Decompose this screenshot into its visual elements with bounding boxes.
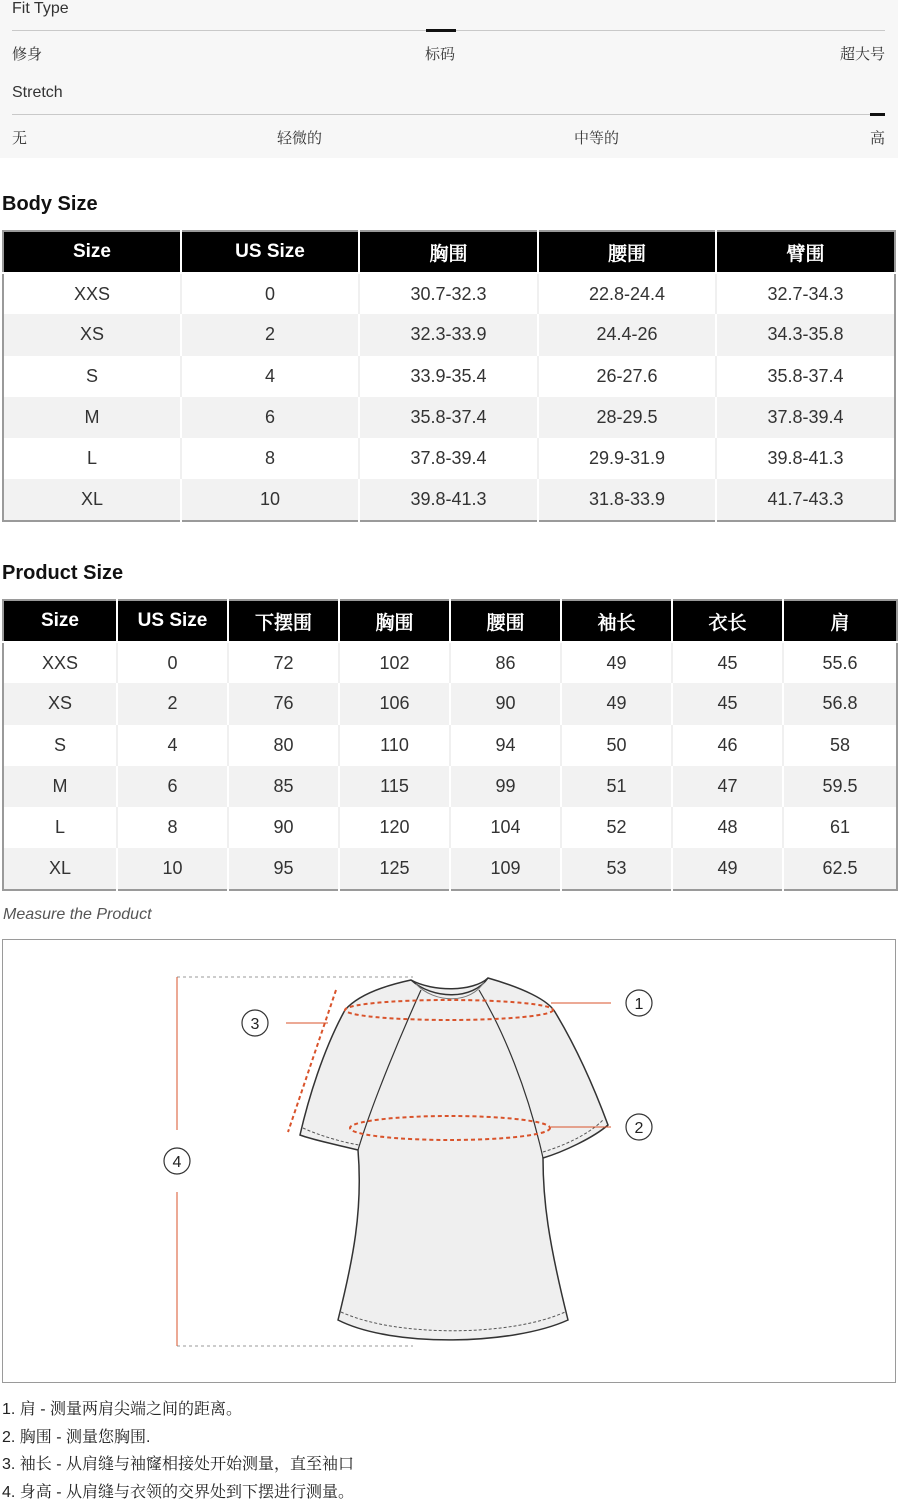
table-cell: 46: [672, 725, 783, 766]
measurement-diagram: [2, 939, 896, 1383]
table-row: [3, 479, 895, 520]
stretch-label: 中等的: [574, 130, 620, 147]
table-cell: 102: [339, 642, 450, 683]
stretch-label: 无: [12, 130, 28, 147]
table-cell: 90: [228, 807, 339, 848]
table-row: [3, 766, 897, 807]
note-item: 1. 肩 - 测量两肩尖端之间的距离。: [2, 1401, 243, 1418]
fit-type-title: Fit Type: [12, 0, 69, 17]
note-item: 3. 袖长 - 从肩缝与袖窿相接处开始测量，直至袖口: [2, 1456, 355, 1473]
column-header: Size: [3, 231, 181, 273]
table-cell: 0: [117, 642, 228, 683]
table-cell: 62.5: [783, 848, 897, 889]
column-header: 肩: [783, 600, 897, 642]
marker-3-label: 3: [250, 1016, 260, 1033]
table-cell: L: [3, 438, 181, 479]
measure-caption: Measure the Product: [3, 906, 152, 923]
table-cell: 39.8-41.3: [359, 479, 538, 520]
table-header-row: [3, 600, 897, 642]
body-size-table: [2, 230, 896, 522]
table-cell: 86: [450, 642, 561, 683]
table-cell: 125: [339, 848, 450, 889]
table-cell: 52: [561, 807, 672, 848]
table-cell: 55.6: [783, 642, 897, 683]
table-row: [3, 725, 897, 766]
table-cell: 95: [228, 848, 339, 889]
table-row: [3, 356, 895, 397]
table-cell: M: [3, 397, 181, 438]
table-cell: S: [3, 725, 117, 766]
table-cell: 2: [117, 683, 228, 724]
product-size-title: Product Size: [2, 562, 124, 584]
table-cell: M: [3, 766, 117, 807]
table-cell: 90: [450, 683, 561, 724]
table-cell: 53: [561, 848, 672, 889]
shirt-diagram: [3, 940, 897, 1384]
table-row: [3, 683, 897, 724]
table-cell: 37.8-39.4: [716, 397, 895, 438]
table-cell: 49: [561, 642, 672, 683]
stretch-label: 轻微的: [277, 130, 323, 147]
table-cell: 30.7-32.3: [359, 273, 538, 314]
table-cell: 48: [672, 807, 783, 848]
table-cell: 94: [450, 725, 561, 766]
table-header-row: [3, 231, 895, 273]
table-cell: 33.9-35.4: [359, 356, 538, 397]
table-cell: 45: [672, 683, 783, 724]
column-header: 袖长: [561, 600, 672, 642]
table-cell: 6: [117, 766, 228, 807]
table-cell: 115: [339, 766, 450, 807]
table-cell: XL: [3, 848, 117, 889]
table-cell: XL: [3, 479, 181, 520]
table-cell: XS: [3, 314, 181, 355]
column-header: 腰围: [538, 231, 716, 273]
stretch-label: 高: [869, 130, 885, 147]
table-cell: 32.3-33.9: [359, 314, 538, 355]
table-cell: 59.5: [783, 766, 897, 807]
stretch-title: Stretch: [12, 84, 63, 101]
shirt-outline: [300, 978, 608, 1340]
column-header: 胸围: [359, 231, 538, 273]
marker-2-label: 2: [634, 1120, 644, 1137]
fit-type-label: 超大号: [839, 46, 885, 63]
table-cell: 72: [228, 642, 339, 683]
table-cell: 120: [339, 807, 450, 848]
table-cell: 80: [228, 725, 339, 766]
table-cell: 10: [181, 479, 359, 520]
table-cell: 34.3-35.8: [716, 314, 895, 355]
table-cell: 51: [561, 766, 672, 807]
table-cell: S: [3, 356, 181, 397]
table-cell: 4: [117, 725, 228, 766]
marker-4-label: 4: [172, 1154, 182, 1171]
table-row: [3, 314, 895, 355]
table-cell: 37.8-39.4: [359, 438, 538, 479]
table-cell: 32.7-34.3: [716, 273, 895, 314]
product-size-table: [2, 599, 898, 891]
table-row: [3, 438, 895, 479]
table-cell: 76: [228, 683, 339, 724]
table-cell: XS: [3, 683, 117, 724]
table-cell: 47: [672, 766, 783, 807]
table-cell: 58: [783, 725, 897, 766]
table-cell: 4: [181, 356, 359, 397]
table-cell: XXS: [3, 273, 181, 314]
stretch-indicator: [870, 113, 885, 116]
table-cell: 22.8-24.4: [538, 273, 716, 314]
measurement-notes: [2, 1396, 354, 1500]
table-cell: 10: [117, 848, 228, 889]
table-row: [3, 273, 895, 314]
table-cell: 45: [672, 642, 783, 683]
column-header: 胸围: [339, 600, 450, 642]
column-header: 衣长: [672, 600, 783, 642]
table-cell: 29.9-31.9: [538, 438, 716, 479]
table-cell: 56.8: [783, 683, 897, 724]
table-cell: 85: [228, 766, 339, 807]
table-row: [3, 397, 895, 438]
table-cell: 35.8-37.4: [359, 397, 538, 438]
table-cell: 31.8-33.9: [538, 479, 716, 520]
column-header: 下摆围: [228, 600, 339, 642]
column-header: Size: [3, 600, 117, 642]
table-cell: 0: [181, 273, 359, 314]
table-row: [3, 807, 897, 848]
column-header: 臂围: [716, 231, 895, 273]
table-cell: 2: [181, 314, 359, 355]
table-cell: 35.8-37.4: [716, 356, 895, 397]
column-header: US Size: [117, 600, 228, 642]
table-cell: 39.8-41.3: [716, 438, 895, 479]
table-cell: 41.7-43.3: [716, 479, 895, 520]
table-cell: 106: [339, 683, 450, 724]
note-item: 2. 胸围 - 测量您胸围.: [2, 1428, 151, 1446]
fit-type-label: 修身: [12, 46, 43, 63]
table-cell: 49: [561, 683, 672, 724]
column-header: 腰围: [450, 600, 561, 642]
table-cell: 50: [561, 725, 672, 766]
table-cell: 49: [672, 848, 783, 889]
table-cell: 61: [783, 807, 897, 848]
column-header: US Size: [181, 231, 359, 273]
marker-1-label: 1: [634, 996, 644, 1013]
table-cell: 109: [450, 848, 561, 889]
table-row: [3, 642, 897, 683]
table-cell: 6: [181, 397, 359, 438]
fit-type-label: 标码: [425, 46, 456, 63]
fit-panel: [0, 0, 898, 158]
table-cell: 99: [450, 766, 561, 807]
note-item: 4. 身高 - 从肩缝与衣领的交界处到下摆进行测量。: [2, 1483, 355, 1500]
table-row: [3, 848, 897, 889]
table-cell: 8: [117, 807, 228, 848]
table-cell: XXS: [3, 642, 117, 683]
fit-type-indicator: [426, 29, 456, 32]
stretch-track: [12, 114, 885, 115]
table-cell: 26-27.6: [538, 356, 716, 397]
table-cell: L: [3, 807, 117, 848]
table-cell: 104: [450, 807, 561, 848]
table-cell: 28-29.5: [538, 397, 716, 438]
table-cell: 24.4-26: [538, 314, 716, 355]
table-cell: 8: [181, 438, 359, 479]
body-size-title: Body Size: [2, 193, 98, 215]
table-cell: 110: [339, 725, 450, 766]
